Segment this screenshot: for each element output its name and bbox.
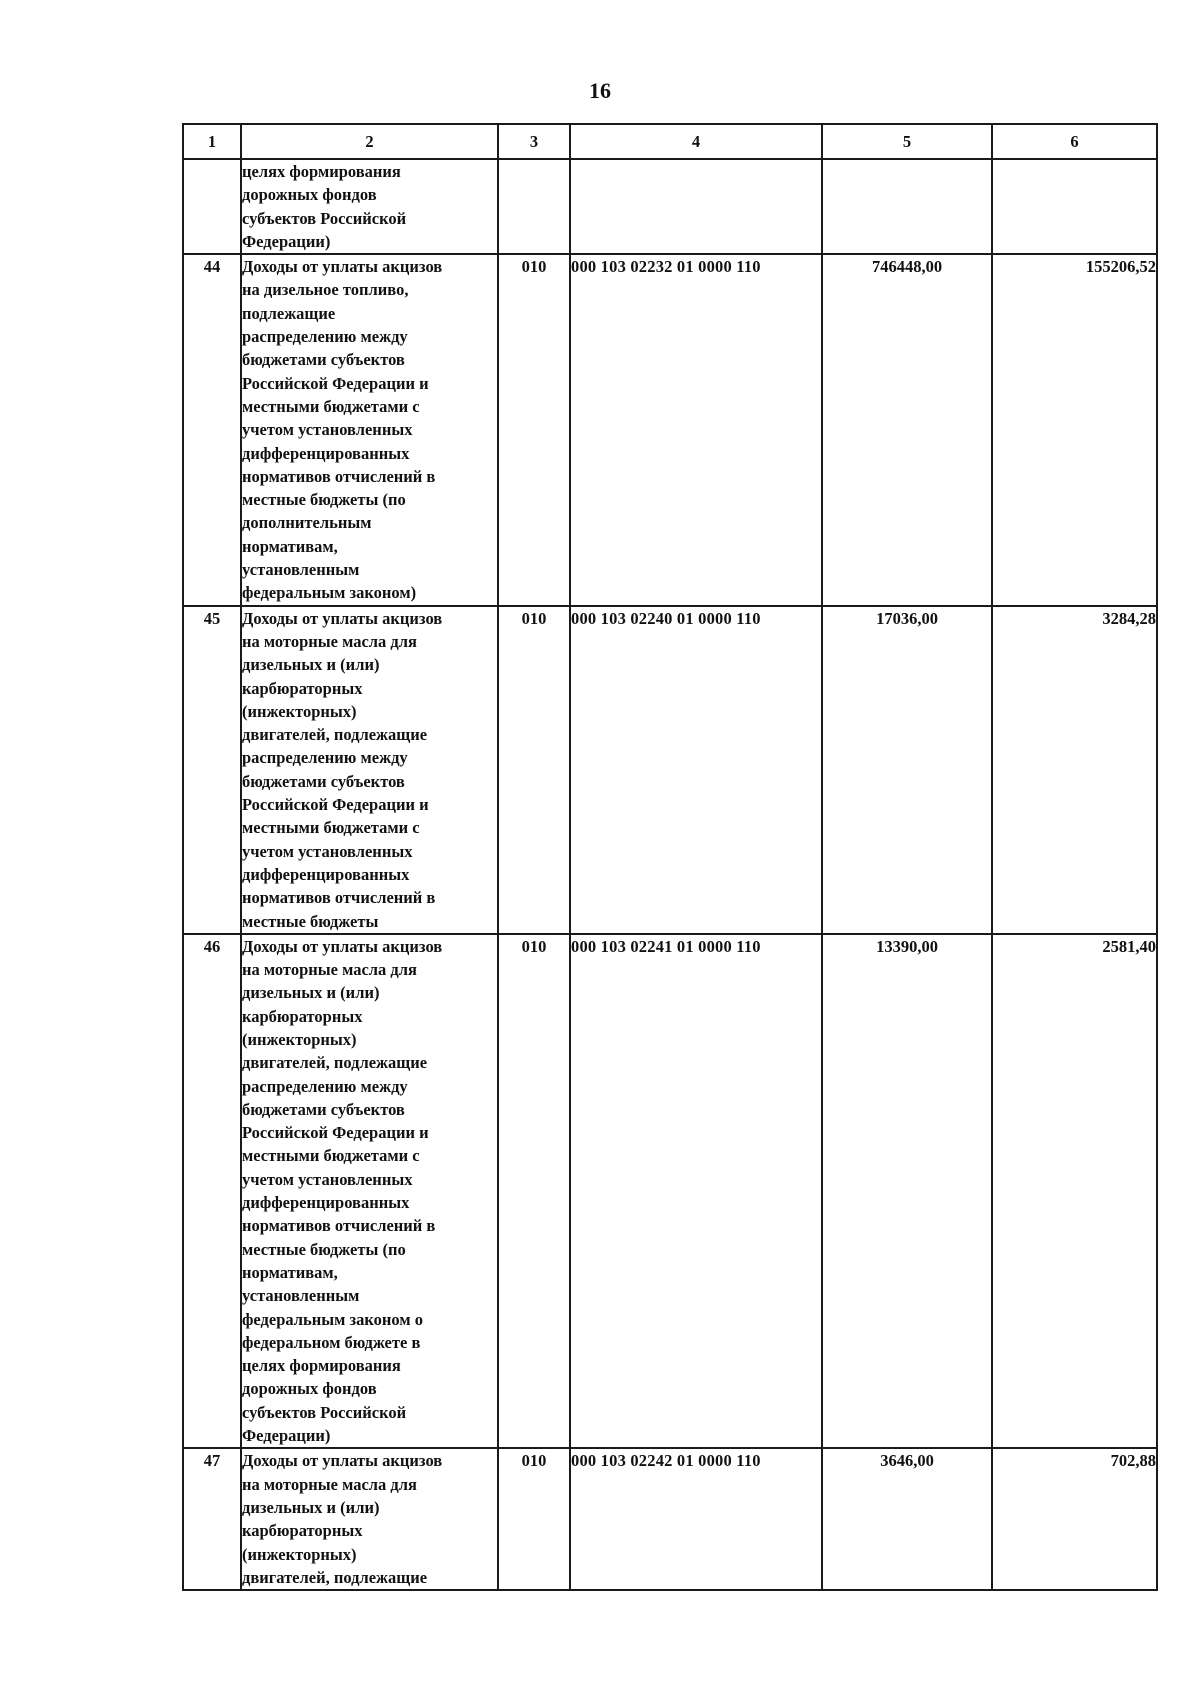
row-number-cell: 45 bbox=[183, 606, 241, 934]
page-number: 16 bbox=[589, 78, 611, 103]
revenue-name-line: федеральным законом о bbox=[242, 1309, 423, 1329]
revenue-name-line: местные бюджеты (по bbox=[242, 1239, 406, 1259]
revenue-name-line: Доходы от уплаты акцизов bbox=[242, 936, 443, 956]
revenue-name-line: дифференцированных bbox=[242, 443, 410, 463]
revenue-name-line: установленным bbox=[242, 560, 360, 580]
admin-code-cell: 010 bbox=[498, 1448, 570, 1590]
revenue-name-line: нормативов отчислений в bbox=[242, 1216, 436, 1236]
admin-code-cell: 010 bbox=[498, 254, 570, 605]
executed-amount-cell: 3284,28 bbox=[992, 606, 1157, 934]
revenue-name-line: местные бюджеты bbox=[242, 911, 379, 931]
planned-amount-cell: 3646,00 bbox=[822, 1448, 992, 1590]
revenue-name-line: Доходы от уплаты акцизов bbox=[242, 1451, 443, 1471]
revenue-name-line: федеральном бюджете в bbox=[242, 1332, 421, 1352]
revenue-name-cell bbox=[241, 254, 498, 605]
revenue-name-line: дизельных и (или) bbox=[242, 655, 380, 675]
revenue-name-line: установленным bbox=[242, 1286, 360, 1306]
revenue-name-line: Российской Федерации и bbox=[242, 373, 429, 393]
budget-classification-code-cell: 000 103 02232 01 0000 110 bbox=[570, 254, 822, 605]
revenue-name-line: двигателей, подлежащие bbox=[242, 1053, 428, 1073]
revenue-name-line: карбюраторных bbox=[242, 1521, 363, 1541]
table-row bbox=[183, 934, 1157, 1449]
revenue-name-line: распределению между bbox=[242, 1076, 408, 1096]
revenue-name-line: местными бюджетами с bbox=[242, 1146, 420, 1166]
revenue-name-line: дизельных и (или) bbox=[242, 1497, 380, 1517]
revenue-name-line: на моторные масла для bbox=[242, 631, 417, 651]
revenue-name-line: карбюраторных bbox=[242, 678, 363, 698]
column-header-4: 4 bbox=[570, 124, 822, 159]
revenue-name-line: учетом установленных bbox=[242, 420, 413, 440]
revenue-name-line: субъектов Российской bbox=[242, 208, 407, 228]
revenue-table bbox=[182, 123, 1158, 1591]
table-row bbox=[183, 1448, 1157, 1590]
revenue-name-line: дорожных фондов bbox=[242, 1379, 377, 1399]
revenue-name-line: учетом установленных bbox=[242, 841, 413, 861]
revenue-name-line: бюджетами субъектов bbox=[242, 1099, 405, 1119]
revenue-name-line: Российской Федерации и bbox=[242, 1123, 429, 1143]
revenue-name-cell bbox=[241, 934, 498, 1449]
column-header-5: 5 bbox=[822, 124, 992, 159]
table-row bbox=[183, 254, 1157, 605]
revenue-name-line: (инжекторных) bbox=[242, 1544, 357, 1564]
budget-classification-code-cell bbox=[570, 159, 822, 254]
row-number-cell: 47 bbox=[183, 1448, 241, 1590]
revenue-name-line: дифференцированных bbox=[242, 1193, 410, 1213]
revenue-name-line: дифференцированных bbox=[242, 864, 410, 884]
budget-classification-code-cell: 000 103 02240 01 0000 110 bbox=[570, 606, 822, 934]
revenue-name-line: Федерации) bbox=[242, 231, 331, 251]
revenue-name-line: местные бюджеты (по bbox=[242, 490, 406, 510]
revenue-name-line: субъектов Российской bbox=[242, 1402, 407, 1422]
revenue-name-line: Российской Федерации и bbox=[242, 795, 429, 815]
revenue-name-line: местными бюджетами с bbox=[242, 818, 420, 838]
executed-amount-cell: 702,88 bbox=[992, 1448, 1157, 1590]
budget-classification-code-cell: 000 103 02242 01 0000 110 bbox=[570, 1448, 822, 1590]
revenue-name-line: на дизельное топливо, bbox=[242, 280, 409, 300]
table-row bbox=[183, 159, 1157, 254]
revenue-name-line: дорожных фондов bbox=[242, 185, 377, 205]
column-header-3: 3 bbox=[498, 124, 570, 159]
revenue-name-line: бюджетами субъектов bbox=[242, 350, 405, 370]
admin-code-cell: 010 bbox=[498, 934, 570, 1449]
executed-amount-cell: 155206,52 bbox=[992, 254, 1157, 605]
column-header-1: 1 bbox=[183, 124, 241, 159]
revenue-name-line: Доходы от уплаты акцизов bbox=[242, 257, 443, 277]
revenue-name-cell bbox=[241, 159, 498, 254]
revenue-name-line: двигателей, подлежащие bbox=[242, 725, 428, 745]
revenue-name-cell bbox=[241, 1448, 498, 1590]
revenue-name-line: нормативам, bbox=[242, 1262, 338, 1282]
revenue-name-line: Доходы от уплаты акцизов bbox=[242, 608, 443, 628]
planned-amount-cell: 13390,00 bbox=[822, 934, 992, 1449]
revenue-name-line: нормативов отчислений в bbox=[242, 466, 436, 486]
row-number-cell: 44 bbox=[183, 254, 241, 605]
revenue-name-line: нормативов отчислений в bbox=[242, 888, 436, 908]
revenue-name-line: на моторные масла для bbox=[242, 1474, 417, 1494]
revenue-name-line: (инжекторных) bbox=[242, 1029, 357, 1049]
revenue-name-line: местными бюджетами с bbox=[242, 396, 420, 416]
revenue-name-line: дизельных и (или) bbox=[242, 983, 380, 1003]
column-header-6: 6 bbox=[992, 124, 1157, 159]
revenue-name-line: учетом установленных bbox=[242, 1169, 413, 1189]
revenue-name-line: карбюраторных bbox=[242, 1006, 363, 1026]
revenue-name-line: подлежащие bbox=[242, 303, 336, 323]
planned-amount-cell bbox=[822, 159, 992, 254]
revenue-name-cell bbox=[241, 606, 498, 934]
revenue-name-line: (инжекторных) bbox=[242, 701, 357, 721]
row-number-cell bbox=[183, 159, 241, 254]
revenue-name-line: бюджетами субъектов bbox=[242, 771, 405, 791]
revenue-name-line: федеральным законом) bbox=[242, 583, 417, 603]
column-header-2: 2 bbox=[241, 124, 498, 159]
revenue-name-line: Федерации) bbox=[242, 1426, 331, 1446]
planned-amount-cell: 746448,00 bbox=[822, 254, 992, 605]
admin-code-cell bbox=[498, 159, 570, 254]
revenue-name-line: двигателей, подлежащие bbox=[242, 1567, 428, 1587]
table-header-row bbox=[183, 124, 1157, 159]
revenue-name-line: распределению между bbox=[242, 748, 408, 768]
revenue-name-line: нормативам, bbox=[242, 536, 338, 556]
admin-code-cell: 010 bbox=[498, 606, 570, 934]
row-number-cell: 46 bbox=[183, 934, 241, 1449]
budget-classification-code-cell: 000 103 02241 01 0000 110 bbox=[570, 934, 822, 1449]
revenue-name-line: целях формирования bbox=[242, 162, 401, 181]
revenue-name-line: на моторные масла для bbox=[242, 960, 417, 980]
revenue-name-line: дополнительным bbox=[242, 513, 372, 533]
table-body bbox=[183, 159, 1157, 1590]
revenue-name-line: целях формирования bbox=[242, 1356, 401, 1376]
revenue-name-line: распределению между bbox=[242, 327, 408, 347]
table-row bbox=[183, 606, 1157, 934]
executed-amount-cell bbox=[992, 159, 1157, 254]
planned-amount-cell: 17036,00 bbox=[822, 606, 992, 934]
executed-amount-cell: 2581,40 bbox=[992, 934, 1157, 1449]
